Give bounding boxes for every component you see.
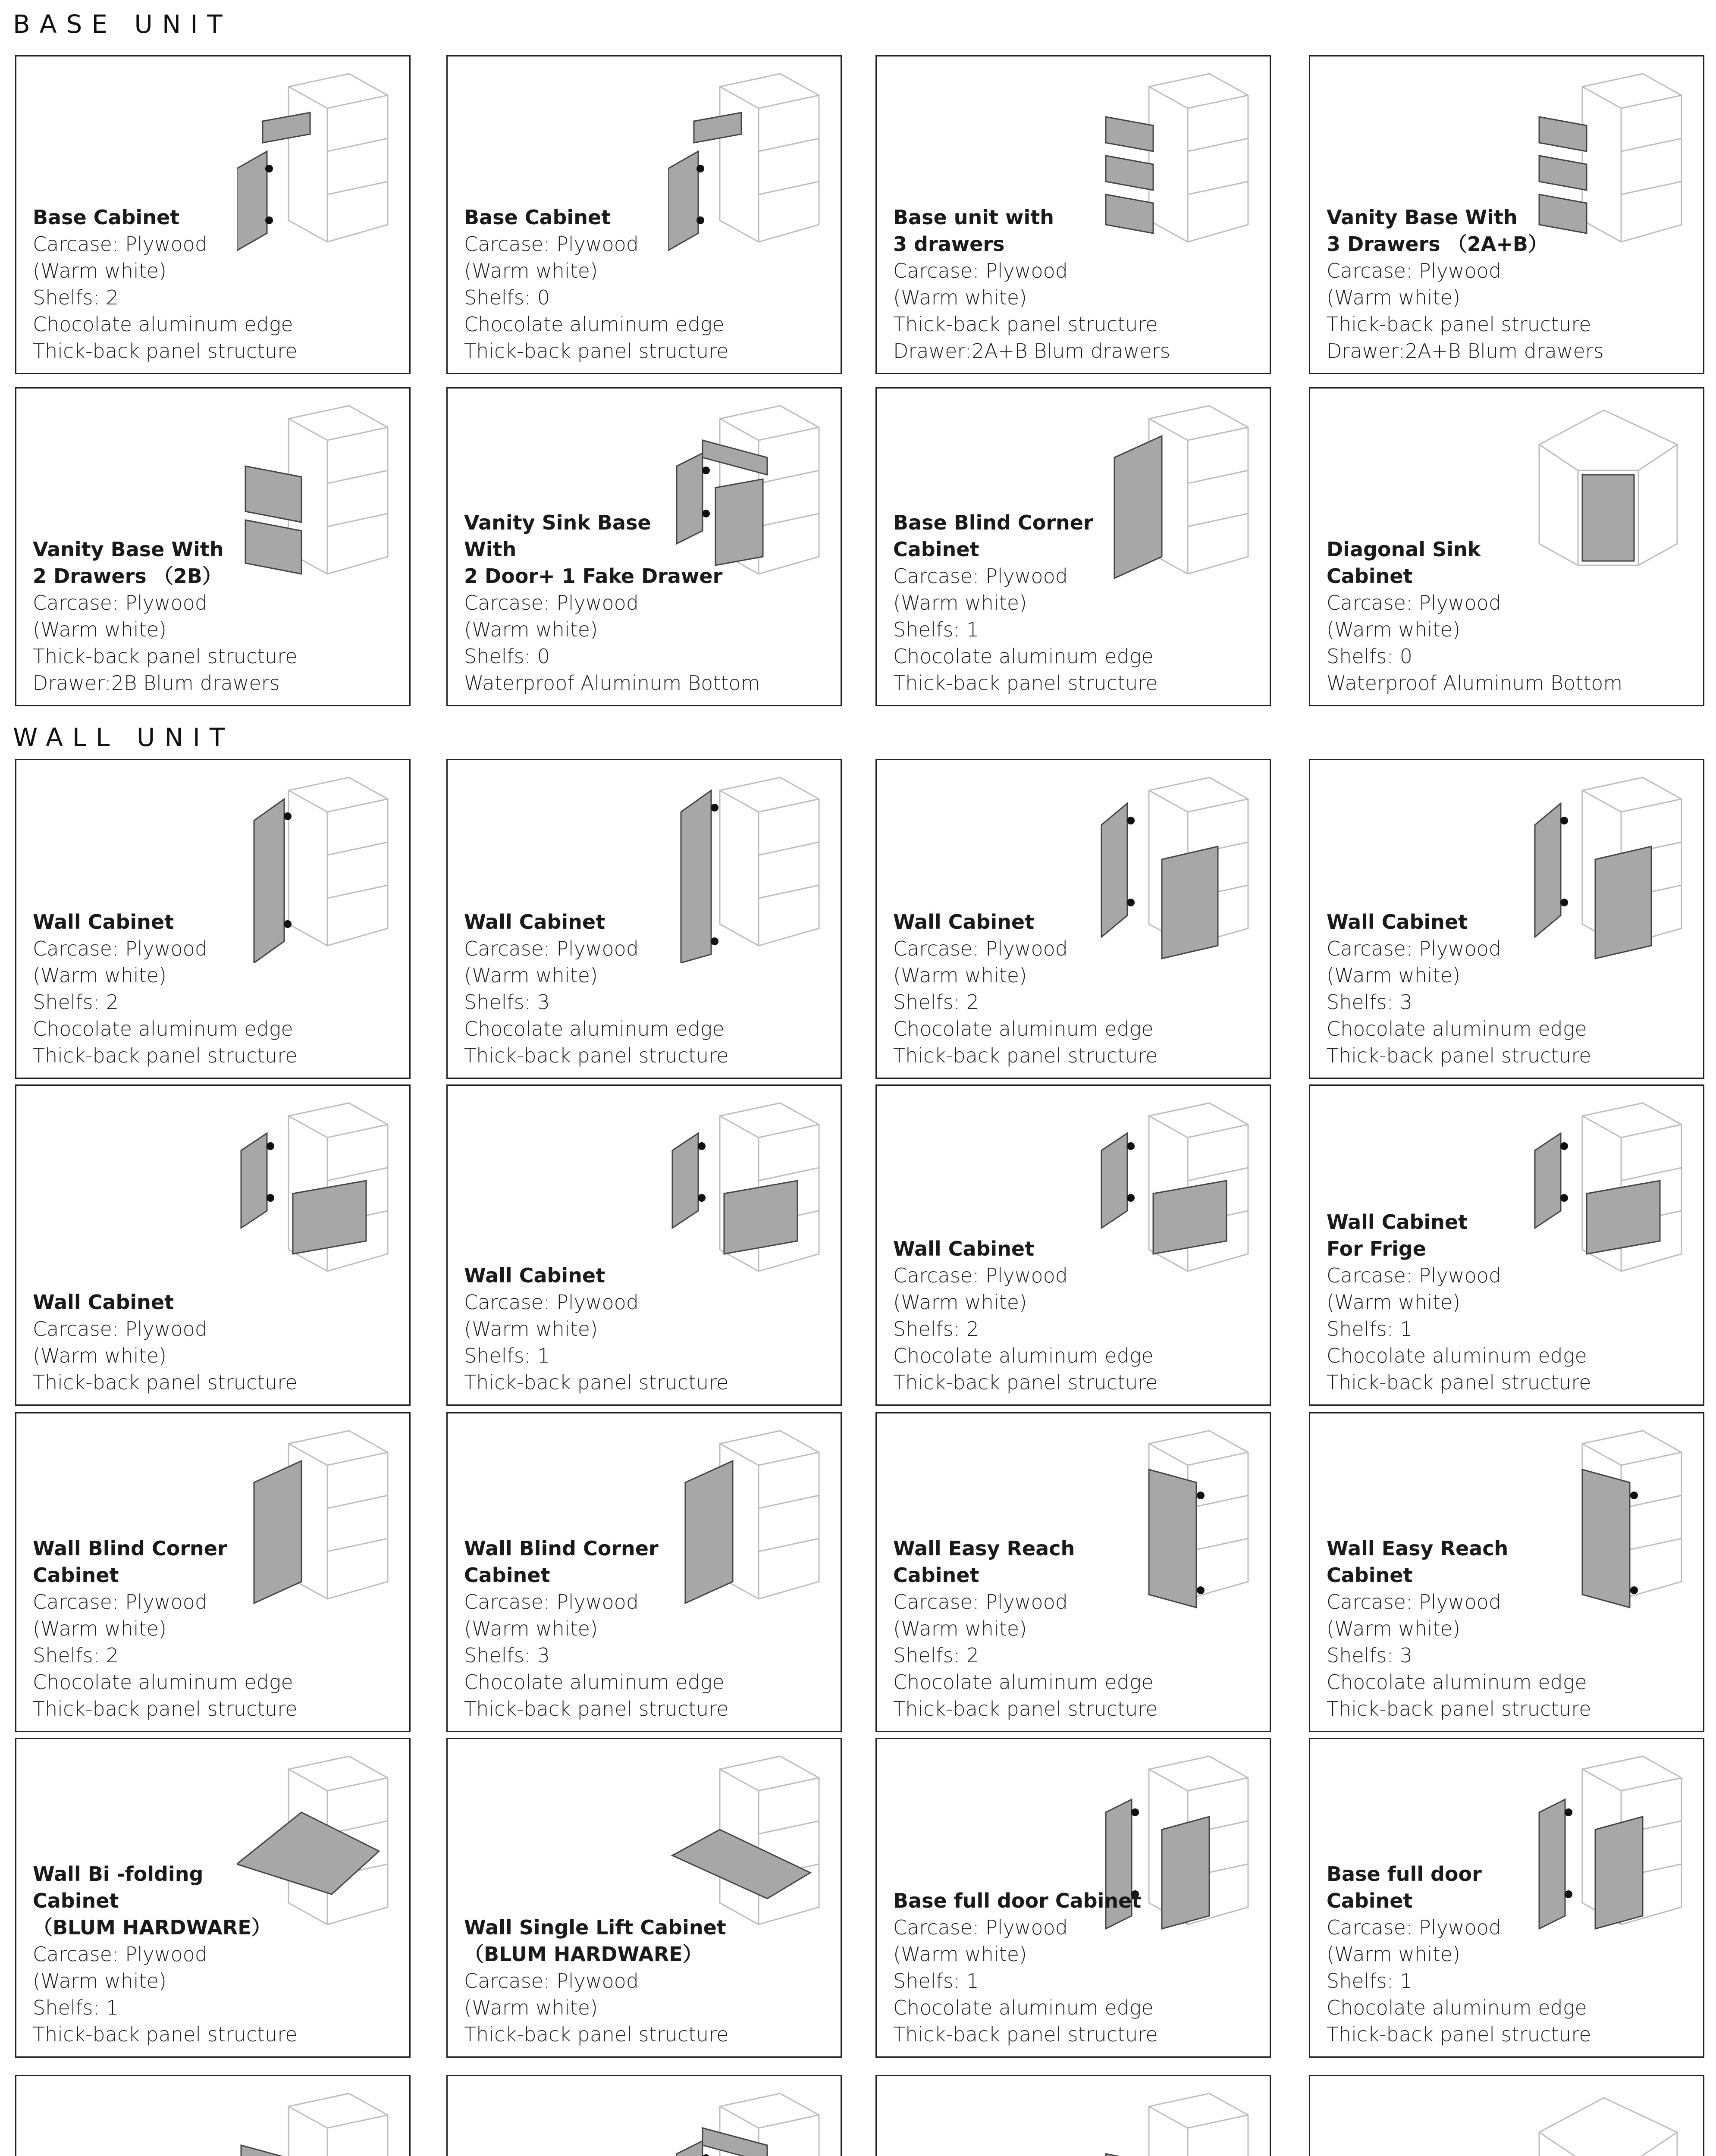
cabinet-illustration-icon	[237, 1099, 392, 1288]
cabinet-name: Wall Cabinet	[464, 1264, 605, 1287]
cabinet-card	[15, 55, 411, 374]
cabinet-spec-line: Chocolate aluminum edge	[1327, 1670, 1587, 1694]
cabinet-spec-text	[893, 1887, 1158, 2048]
cabinet-name: Base full door Cabinet	[1327, 1862, 1482, 1912]
cabinet-spec-line: Carcase: Plywood	[893, 1916, 1068, 1939]
cabinet-card	[875, 1084, 1271, 1406]
cabinet-spec-line: Thick-back panel structure	[893, 313, 1158, 336]
cabinet-spec-line: Carcase: Plywood	[33, 1590, 207, 1614]
cabinet-spec-line: Thick-back panel structure	[893, 2023, 1158, 2046]
cabinet-spec-line: Carcase: Plywood	[464, 232, 639, 256]
cabinet-name: Wall Cabinet	[464, 910, 605, 934]
cabinet-name: Vanity Base With 3 Drawers （2A+B）	[1327, 206, 1548, 256]
cabinet-spec-text	[1327, 909, 1591, 1069]
cabinet-spec-text	[33, 536, 298, 696]
cabinet-illustration-icon	[668, 1752, 823, 1942]
cabinet-name: Vanity Sink Base With 2 Door+ 1 Fake Drawer	[464, 511, 723, 588]
cabinet-spec-line: (Warm white)	[1327, 618, 1461, 641]
cabinet-spec-line: Shelfs: 2	[33, 286, 119, 309]
cabinet-spec-text	[1327, 1209, 1591, 1396]
cabinet-spec-line: Chocolate aluminum edge	[1327, 1017, 1587, 1040]
cabinet-spec-text	[893, 1235, 1158, 1396]
cabinet-illustration-icon	[1531, 2089, 1686, 2156]
cabinet-spec-text	[893, 1535, 1158, 1722]
cabinet-spec-line: Thick-back panel structure	[464, 339, 729, 363]
cabinet-spec-text	[33, 1535, 298, 1722]
cabinet-spec-line: Thick-back panel structure	[1327, 1044, 1591, 1067]
cabinet-card	[875, 759, 1271, 1079]
cabinet-name: Base Blind Corner Cabinet	[893, 511, 1093, 561]
cabinet-illustration-icon	[668, 1099, 823, 1288]
cabinet-name: Base full door Cabinet	[893, 1889, 1142, 1912]
cabinet-spec-line: Chocolate aluminum edge	[893, 1017, 1154, 1040]
cabinet-spec-line: Shelfs: 3	[464, 990, 550, 1014]
cabinet-spec-line: Shelfs: 1	[893, 1969, 979, 1993]
cabinet-spec-text	[1327, 1861, 1591, 2048]
cabinet-spec-line: Chocolate aluminum edge	[33, 313, 293, 336]
cabinet-spec-text	[893, 509, 1158, 696]
cabinet-card	[1309, 1084, 1704, 1406]
cabinet-card	[875, 2075, 1271, 2156]
cabinet-spec-line: (Warm white)	[893, 1617, 1027, 1640]
cabinet-spec-line: Chocolate aluminum edge	[33, 1670, 293, 1694]
cabinet-spec-line: Chocolate aluminum edge	[893, 645, 1154, 668]
cabinet-card	[446, 1412, 842, 1732]
cabinet-card	[15, 1412, 411, 1732]
cabinet-spec-line: Thick-back panel structure	[893, 1044, 1158, 1067]
cabinet-spec-line: Carcase: Plywood	[464, 591, 639, 614]
cabinet-spec-line: Carcase: Plywood	[1327, 1916, 1501, 1939]
cabinet-card	[446, 2075, 842, 2156]
cabinet-card	[1309, 759, 1704, 1079]
cabinet-spec-line: (Warm white)	[464, 259, 598, 282]
cabinet-spec-line: Carcase: Plywood	[33, 1317, 207, 1341]
cabinet-card	[1309, 387, 1704, 706]
cabinet-name: Wall Cabinet For Frige	[1327, 1210, 1468, 1260]
cabinet-spec-line: Waterproof Aluminum Bottom	[1327, 671, 1623, 695]
cabinet-spec-line: Shelfs: 2	[893, 990, 979, 1014]
cabinet-spec-line: Shelfs: 2	[893, 1644, 979, 1667]
cabinet-spec-line: (Warm white)	[33, 259, 167, 282]
cabinet-spec-line: Thick-back panel structure	[893, 671, 1158, 695]
cabinet-name: Base Cabinet	[33, 206, 180, 229]
cabinet-spec-line: Thick-back panel structure	[33, 645, 298, 668]
cabinet-spec-text	[893, 909, 1158, 1069]
cabinet-spec-line: (Warm white)	[1327, 1943, 1461, 1966]
cabinet-name: Diagonal Sink Cabinet	[1327, 538, 1481, 588]
cabinet-spec-line: Shelfs: 1	[1327, 1317, 1412, 1341]
cabinet-card	[875, 1412, 1271, 1732]
cabinet-spec-text	[893, 204, 1170, 364]
cabinet-spec-text	[464, 509, 760, 696]
cabinet-card	[15, 1738, 411, 2058]
cabinet-spec-line: Carcase: Plywood	[33, 1943, 207, 1966]
cabinet-card	[446, 387, 842, 706]
cabinet-spec-line: Drawer:2A+B Blum drawers	[893, 339, 1170, 363]
cabinet-spec-line: (Warm white)	[464, 1617, 598, 1640]
cabinet-spec-line: (Warm white)	[893, 1291, 1027, 1314]
cabinet-spec-line: Chocolate aluminum edge	[1327, 1344, 1587, 1367]
cabinet-illustration-icon	[237, 2089, 392, 2156]
cabinet-illustration-icon	[1097, 2089, 1252, 2156]
cabinet-spec-line: Thick-back panel structure	[33, 339, 298, 363]
cabinet-card	[446, 55, 842, 374]
cabinet-spec-line: Carcase: Plywood	[1327, 937, 1501, 960]
cabinet-spec-line: Thick-back panel structure	[33, 2023, 298, 2046]
cabinet-name: Wall Easy Reach Cabinet	[893, 1537, 1075, 1587]
cabinet-spec-text	[33, 909, 298, 1069]
cabinet-spec-line: Carcase: Plywood	[1327, 259, 1501, 282]
cabinet-card	[15, 2075, 411, 2156]
cabinet-spec-line: (Warm white)	[464, 618, 598, 641]
cabinet-card	[1309, 2075, 1704, 2156]
cabinet-spec-line: Chocolate aluminum edge	[893, 1670, 1154, 1694]
cabinet-spec-line: (Warm white)	[33, 618, 167, 641]
cabinet-spec-line: (Warm white)	[1327, 964, 1461, 987]
cabinet-spec-line: (Warm white)	[893, 286, 1027, 309]
cabinet-name: Vanity Base With 2 Drawers （2B）	[33, 538, 224, 588]
cabinet-spec-line: Chocolate aluminum edge	[464, 1017, 725, 1040]
cabinet-spec-line: (Warm white)	[33, 1969, 167, 1993]
cabinet-spec-text	[1327, 536, 1622, 696]
cabinet-spec-line: Shelfs: 1	[33, 1996, 119, 2019]
cabinet-spec-line: (Warm white)	[464, 1996, 598, 2019]
cabinet-spec-line: Carcase: Plywood	[464, 937, 639, 960]
cabinet-spec-line: Shelfs: 3	[1327, 1644, 1412, 1667]
cabinet-name: Wall Single Lift Cabinet （BLUM HARDWARE）	[464, 1916, 726, 1966]
cabinet-spec-line: Thick-back panel structure	[1327, 1371, 1591, 1394]
cabinet-spec-line: Thick-back panel structure	[1327, 2023, 1591, 2046]
cabinet-card	[875, 1738, 1271, 2058]
cabinet-card	[875, 387, 1271, 706]
cabinet-spec-line: Shelfs: 3	[464, 1644, 550, 1667]
cabinet-card	[1309, 55, 1704, 374]
cabinet-spec-line: (Warm white)	[33, 1344, 167, 1367]
cabinet-spec-line: Chocolate aluminum edge	[1327, 1996, 1587, 2019]
cabinet-spec-line: Waterproof Aluminum Bottom	[464, 671, 760, 695]
cabinet-spec-line: Chocolate aluminum edge	[33, 1017, 293, 1040]
section-title-base-unit: BASE UNIT	[13, 9, 232, 39]
cabinet-spec-line: Carcase: Plywood	[33, 937, 207, 960]
cabinet-spec-line: Shelfs: 2	[893, 1317, 979, 1341]
cabinet-spec-line: (Warm white)	[464, 964, 598, 987]
cabinet-card	[1309, 1738, 1704, 2058]
cabinet-card	[15, 387, 411, 706]
cabinet-name: Wall Cabinet	[893, 1237, 1035, 1260]
cabinet-spec-line: Thick-back panel structure	[893, 1371, 1158, 1394]
cabinet-spec-line: Chocolate aluminum edge	[464, 313, 725, 336]
cabinet-name: Wall Easy Reach Cabinet	[1327, 1537, 1509, 1587]
cabinet-spec-line: Thick-back panel structure	[464, 2023, 729, 2046]
cabinet-spec-line: Carcase: Plywood	[1327, 1264, 1501, 1287]
cabinet-card	[15, 1084, 411, 1406]
cabinet-spec-line: Shelfs: 3	[1327, 990, 1412, 1014]
cabinet-spec-line: Carcase: Plywood	[893, 1264, 1068, 1287]
cabinet-spec-line: Carcase: Plywood	[1327, 591, 1501, 614]
cabinet-spec-line: (Warm white)	[893, 1943, 1027, 1966]
cabinet-spec-text	[1327, 1535, 1591, 1722]
cabinet-spec-line: Shelfs: 0	[464, 645, 550, 668]
cabinet-spec-line: Chocolate aluminum edge	[893, 1344, 1154, 1367]
cabinet-spec-line: Carcase: Plywood	[893, 564, 1068, 588]
cabinet-illustration-icon	[668, 2089, 823, 2156]
cabinet-spec-line: Carcase: Plywood	[893, 259, 1068, 282]
cabinet-spec-line: Shelfs: 2	[33, 990, 119, 1014]
cabinet-name: Wall Cabinet	[893, 910, 1035, 934]
cabinet-card	[446, 1738, 842, 2058]
cabinet-spec-line: Thick-back panel structure	[33, 1697, 298, 1720]
cabinet-spec-line: Carcase: Plywood	[1327, 1590, 1501, 1614]
cabinet-name: Wall Bi -folding Cabinet （BLUM HARDWARE）	[33, 1862, 271, 1939]
cabinet-spec-line: Carcase: Plywood	[33, 232, 207, 256]
cabinet-spec-line: Drawer:2A+B Blum drawers	[1327, 339, 1604, 363]
cabinet-name: Wall Cabinet	[1327, 910, 1468, 934]
cabinet-spec-line: Thick-back panel structure	[1327, 313, 1591, 336]
cabinet-spec-text	[33, 1861, 298, 2048]
cabinet-card	[1309, 1412, 1704, 1732]
cabinet-spec-line: Thick-back panel structure	[33, 1044, 298, 1067]
cabinet-spec-line: Carcase: Plywood	[33, 591, 207, 614]
cabinet-spec-line: Carcase: Plywood	[464, 1291, 639, 1314]
cabinet-card	[15, 759, 411, 1079]
cabinet-spec-text	[1327, 204, 1604, 364]
cabinet-spec-line: Shelfs: 1	[1327, 1969, 1412, 1993]
cabinet-spec-line: Thick-back panel structure	[464, 1044, 729, 1067]
cabinet-spec-line: Carcase: Plywood	[464, 1969, 639, 1993]
cabinet-spec-line: Shelfs: 0	[464, 286, 550, 309]
cabinet-name: Wall Blind Corner Cabinet	[464, 1537, 659, 1587]
cabinet-spec-line: (Warm white)	[464, 1317, 598, 1341]
cabinet-spec-line: Chocolate aluminum edge	[893, 1996, 1154, 2019]
cabinet-spec-line: Thick-back panel structure	[464, 1697, 729, 1720]
cabinet-spec-line: Drawer:2B Blum drawers	[33, 671, 280, 695]
cabinet-spec-line: Carcase: Plywood	[464, 1590, 639, 1614]
cabinet-name: Wall Cabinet	[33, 910, 174, 934]
cabinet-spec-text	[33, 1289, 298, 1396]
cabinet-spec-text	[464, 1535, 729, 1722]
cabinet-card	[446, 759, 842, 1079]
cabinet-spec-line: Shelfs: 0	[1327, 645, 1412, 668]
cabinet-spec-line: (Warm white)	[1327, 1617, 1461, 1640]
cabinet-spec-text	[464, 1914, 729, 2048]
cabinet-spec-line: Chocolate aluminum edge	[464, 1670, 725, 1694]
cabinet-spec-line: Thick-back panel structure	[1327, 1697, 1591, 1720]
cabinet-spec-line: Shelfs: 1	[893, 618, 979, 641]
cabinet-spec-text	[33, 204, 298, 364]
cabinet-spec-line: Carcase: Plywood	[893, 1590, 1068, 1614]
section-title-wall-unit: WALL UNIT	[13, 723, 235, 752]
cabinet-name: Wall Cabinet	[33, 1291, 174, 1314]
cabinet-spec-text	[464, 204, 729, 364]
cabinet-card	[875, 55, 1271, 374]
cabinet-spec-line: (Warm white)	[1327, 286, 1461, 309]
cabinet-name: Base unit with 3 drawers	[893, 206, 1054, 256]
cabinet-name: Base Cabinet	[464, 206, 611, 229]
cabinet-spec-line: (Warm white)	[1327, 1291, 1461, 1314]
cabinet-card	[446, 1084, 842, 1406]
cabinet-spec-line: Carcase: Plywood	[893, 937, 1068, 960]
cabinet-spec-line: (Warm white)	[33, 1617, 167, 1640]
cabinet-spec-text	[464, 1262, 729, 1396]
cabinet-name: Wall Blind Corner Cabinet	[33, 1537, 227, 1587]
cabinet-spec-line: (Warm white)	[893, 591, 1027, 614]
cabinet-spec-line: (Warm white)	[893, 964, 1027, 987]
cabinet-spec-line: Shelfs: 1	[464, 1344, 550, 1367]
cabinet-spec-line: Thick-back panel structure	[893, 1697, 1158, 1720]
cabinet-spec-line: Thick-back panel structure	[464, 1371, 729, 1394]
cabinet-spec-line: Thick-back panel structure	[33, 1371, 298, 1394]
cabinet-spec-line: Shelfs: 2	[33, 1644, 119, 1667]
cabinet-spec-line: (Warm white)	[33, 964, 167, 987]
cabinet-spec-text	[464, 909, 729, 1069]
